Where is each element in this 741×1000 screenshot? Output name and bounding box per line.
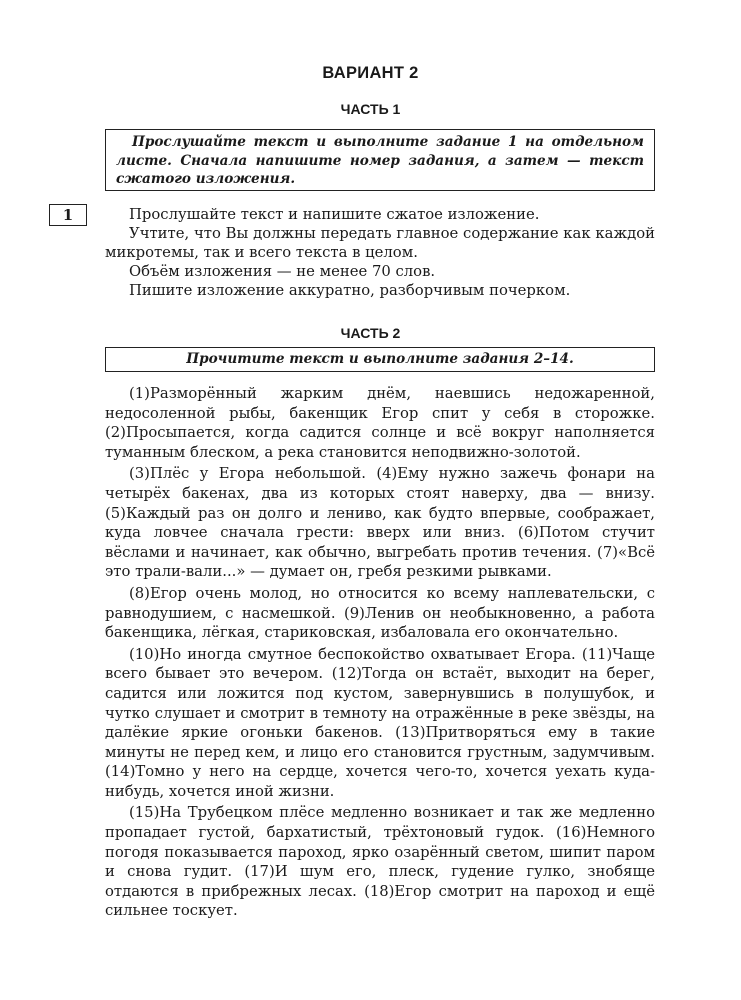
part2-heading: ЧАСТЬ 2 [340,325,401,341]
part1-instruction-box: Прослушайте текст и выполните задание 1 на отдельном листе. Сначала напишите номер задания, а затем — текст сжатого изложения. [105,129,655,191]
part1-heading: ЧАСТЬ 1 [340,101,401,117]
text-paragraph: (3)Плёс у Егора небольшой. (4)Ему нужно зажечь фонари на четырёх бакенах, два из которых стоят наверху, два — внизу. (5)Каждый раз он долго и лениво, как будто впервые, соображает, куда ловчее сначала грести: вверх или вниз. (6)Потом стучит вёслами и начинает, как обычно, выгребать против течения. (7)«Всё это трали-вали...» — думает он, гребя резкими рывками. [105,465,655,581]
task1-text [105,205,655,300]
task1-line: Пишите изложение аккуратно, разборчивым почерком. [129,282,571,299]
task1-line: Учтите, что Вы должны передать главное содержание как каждой микротемы, так и всего текста в целом. [105,225,655,261]
part2-instruction-box: Прочитите текст и выполните задания 2–14. [105,347,655,372]
reading-text [105,384,655,923]
variant-heading: ВАРИАНТ 2 [322,64,419,82]
task-number-box: 1 [49,204,87,226]
task1-line: Прослушайте текст и напишите сжатое изложение. [129,206,540,223]
text-paragraph: (8)Егор очень молод, но относится ко всему наплевательски, с равнодушием, с насмешкой. (9)Ленив он необыкновенно, а работа бакенщика, лёгкая, стариковская, избаловала его окончательно. [105,584,655,642]
text-paragraph: (10)Но иногда смутное беспокойство охватывает Егора. (11)Чаще всего бывает это вечером. (12)Тогда он встаёт, выходит на берег, садится или ложится под кустом, завернувшись в полушубок, и чутко слушает и смотрит в темноту на отражённые в реке звёзды, на далёкие яркие огоньки бакенов. (13)Притворяться ему в такие минуты не перед кем, и лицо его становится грустным, задумчивым. (14)Томно у него на сердце, хочется чего-то, хочется уехать куда-нибудь, хочется иной жизни. [105,645,655,800]
task1-line: Объём изложения — не менее 70 слов. [129,263,436,280]
text-paragraph: (1)Разморённый жарким днём, наевшись недожаренной, недосоленной рыбы, бакенщик Егор спит у себя в сторожке. (2)Просыпается, когда садится солнце и всё вокруг наполняется туманным блеском, а река становится неподвижно-золотой. [105,385,655,461]
text-paragraph: (15)На Трубецком плёсе медленно возникает и так же медленно пропадает густой, бархатистый, трёхтоновый гудок. (16)Немного погодя показывается пароход, ярко озарённый светом, шипит паром и снова гудит. (17)И шум его, плеск, гудение гулко, знобяще отдаются в прибрежных лесах. (18)Егор смотрит на пароход и ещё сильнее тоскует. [105,804,655,920]
